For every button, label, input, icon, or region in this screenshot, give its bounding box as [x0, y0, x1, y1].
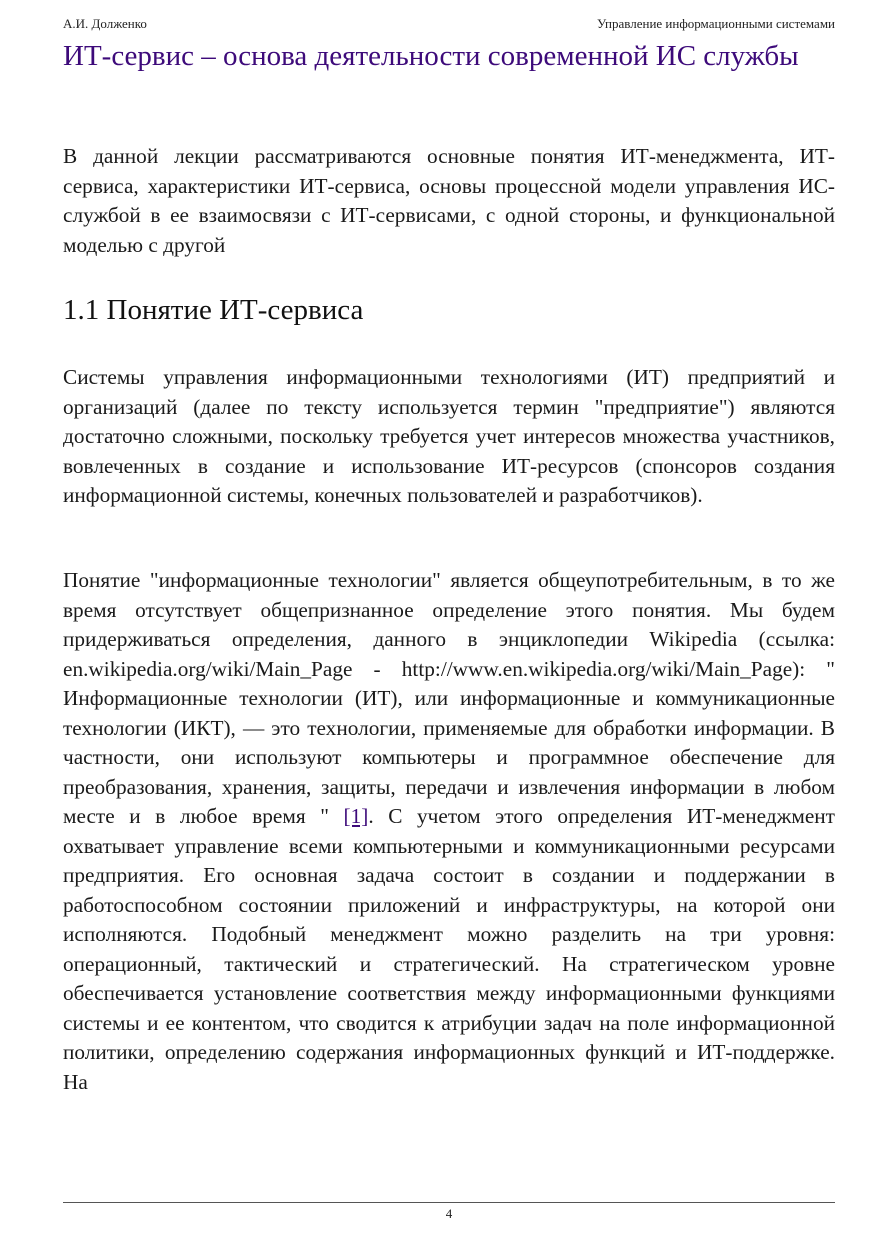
- header-course-title: Управление информационными системами: [596, 16, 835, 31]
- header-author: А.И. Долженко: [63, 16, 147, 31]
- footer-divider: [63, 1202, 835, 1203]
- section-paragraph-1: Системы управления информационными технологиями (ИТ) предприятий и организаций (далее по тексту используется термин "предприятие") являются достаточно сложными, поскольку требуется учет интересов множества участников, вовлеченных в создание и использование ИТ-ресурсов (спонсоров создания информационной системы, конечных пользователей и разработчиков).: [63, 365, 835, 507]
- section-paragraph-2: [63, 566, 835, 1097]
- lecture-title: ИТ-сервис – основа деятельности современной ИС службы: [63, 40, 799, 72]
- page-number: 4: [445, 1206, 453, 1221]
- section-heading: 1.1 Понятие ИТ-сервиса: [63, 294, 364, 326]
- document-page: [63, 0, 835, 1241]
- intro-paragraph: В данной лекции рассматриваются основные понятия ИТ-менеджмента, ИТ-сервиса, характеристики ИТ-сервиса, основы процессной модели управления ИС-службой в ее взаимосвязи с ИТ-сервисами, с одной стороны, и функциональной моделью с другой: [63, 144, 835, 257]
- paragraph-2-text-before-reference: Понятие "информационные технологии" является общеупотребительным, в то же время отсутствует общепризнанное определение этого понятия. Мы будем придерживаться определения, данного в энциклопедии Wikipedia (ссылка: en.wikipedia.org/wiki/Main_Page - http://www.en.wikipedia.org/wiki/Main_Page): " Информационные технологии (ИТ), или информационные и коммуникационные технологии (ИКТ), — это технологии, применяемые для обработки информации. В частности, они используют компьютеры и программное обеспечение для преобразования, хранения, защиты, передачи и извлечения информации в любом месте и в любое время ": [63, 568, 835, 828]
- paragraph-2-text-after-reference: . С учетом этого определения ИТ-менеджмент охватывает управление всеми компьютерными и коммуникационными ресурсами предприятия. Его основная задача состоит в создании и поддержании в работоспособном состоянии приложений и инфраструктуры, на которой они исполняются. Подобный менеджмент можно разделить на три уровня: операционный, тактический и стратегический. На стратегическом уровне обеспечивается установление соответствия между информационными функциями системы и ее контентом, что сводится к атрибуции задач на поле информационной политики, определению содержания информационных функций и ИТ-поддержке. На: [63, 804, 835, 1094]
- running-header: [63, 16, 835, 34]
- reference-link[interactable]: [1]: [343, 804, 369, 828]
